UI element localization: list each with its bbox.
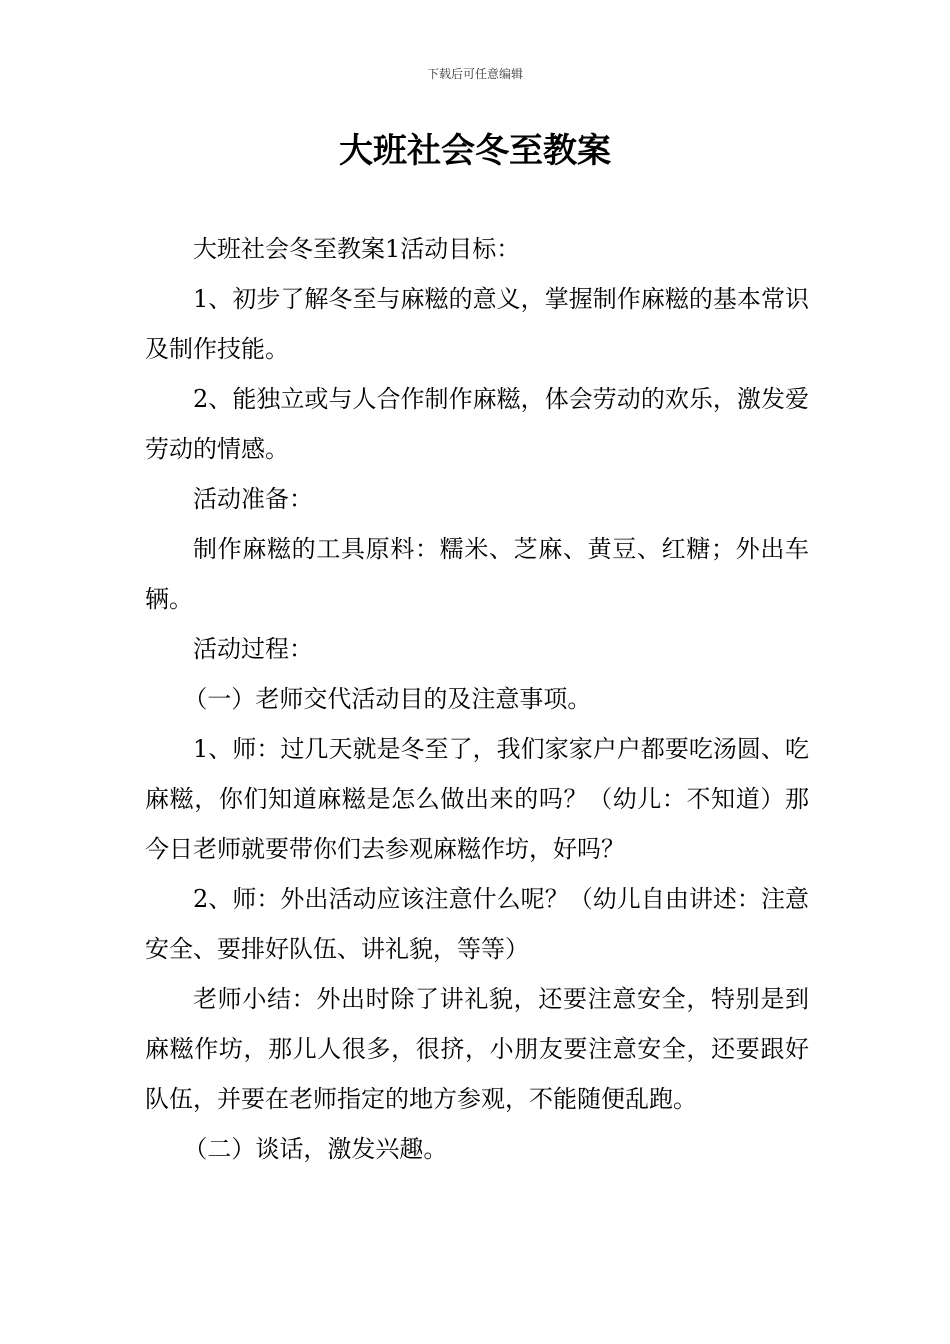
paragraph: 活动准备：	[193, 485, 313, 513]
paragraph: 1、师：过几天就是冬至了，我们家家户户都要吃汤圆、吃麻糍，你们知道麻糍是怎么做出来的吗？（幼儿：不知道）那今日老师就要带你们去参观麻糍作坊，好吗？	[145, 735, 809, 863]
document-title: 大班社会冬至教案	[339, 131, 611, 171]
document-body	[145, 224, 809, 1174]
page-header-note: 下载后可任意编辑	[426, 67, 523, 81]
paragraph: 制作麻糍的工具原料：糯米、芝麻、黄豆、红糖；外出车辆。	[145, 535, 809, 613]
paragraph: （二）谈话，激发兴趣。	[183, 1135, 448, 1163]
paragraph: 1、初步了解冬至与麻糍的意义，掌握制作麻糍的基本常识及制作技能。	[145, 285, 809, 363]
paragraph: 活动过程：	[193, 635, 313, 663]
paragraph: （一）老师交代活动目的及注意事项。	[183, 685, 592, 713]
paragraph: 2、能独立或与人合作制作麻糍，体会劳动的欢乐，激发爱劳动的情感。	[145, 385, 809, 463]
paragraph: 大班社会冬至教案1活动目标：	[193, 235, 521, 263]
paragraph: 2、师：外出活动应该注意什么呢？（幼儿自由讲述：注意安全、要排好队伍、讲礼貌，等等）	[145, 885, 809, 963]
paragraph: 老师小结：外出时除了讲礼貌，还要注意安全，特别是到麻糍作坊，那儿人很多，很挤，小朋友要注意安全，还要跟好队伍，并要在老师指定的地方参观，不能随便乱跑。	[145, 985, 809, 1113]
